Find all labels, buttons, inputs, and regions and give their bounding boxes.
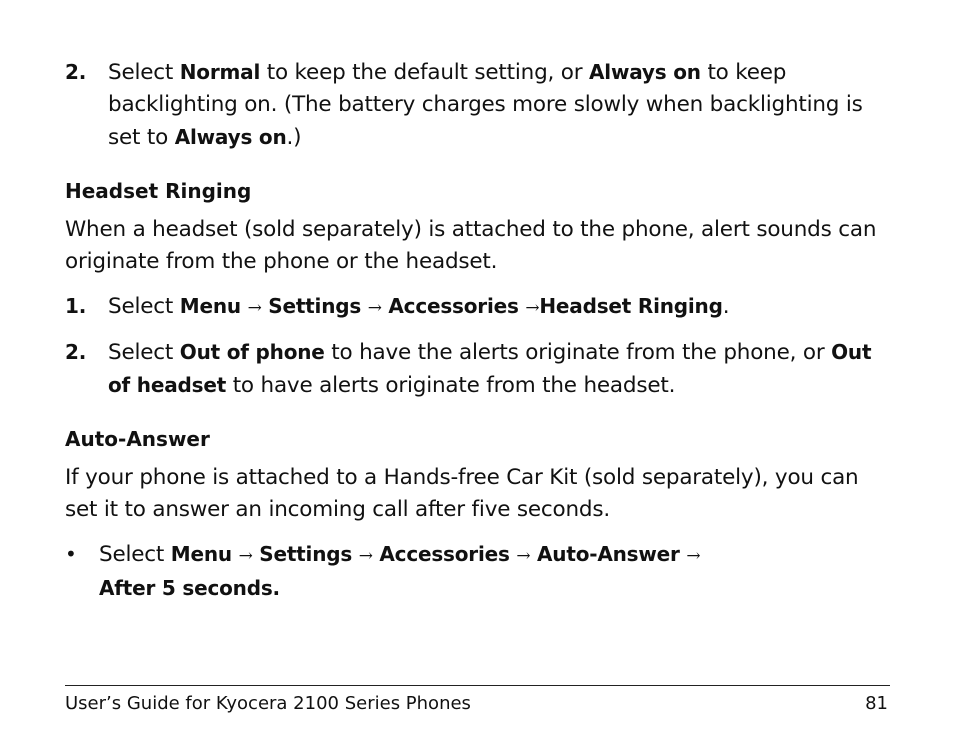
menu-item-headset-ringing: Headset Ringing <box>539 294 723 318</box>
menu-item-accessories: Accessories <box>379 542 510 566</box>
step-backlight <box>65 56 885 154</box>
bullet-icon: • <box>65 542 77 566</box>
headset-intro: When a headset (sold separately) is attached to the phone, alert sounds can originate from the phone or the headset. <box>65 217 877 274</box>
step-text: Select <box>108 340 180 365</box>
arrow-right-icon: → <box>247 298 262 318</box>
menu-item-menu: Menu <box>170 542 232 566</box>
option-out-of-phone: Out of phone <box>179 340 325 364</box>
footer-divider <box>65 685 890 686</box>
option-always-on: Always on <box>174 125 287 149</box>
footer-title: User’s Guide for Kyocera 2100 Series Phones <box>65 693 471 714</box>
step-headset-menu-path <box>65 290 885 324</box>
menu-item-settings: Settings <box>259 542 353 566</box>
step-text: Select <box>108 60 180 85</box>
menu-item-settings: Settings <box>268 294 362 318</box>
step-number: 2. <box>65 60 87 84</box>
option-normal: Normal <box>179 60 261 84</box>
arrow-right-icon: → <box>358 546 373 566</box>
menu-item-menu: Menu <box>179 294 241 318</box>
step-number: 2. <box>65 340 87 364</box>
auto-answer-intro: If your phone is attached to a Hands-free Car Kit (sold separately), you can set it to answer an incoming call after five seconds. <box>65 465 859 522</box>
step-text: . <box>722 294 730 319</box>
arrow-right-icon: → <box>686 546 701 566</box>
arrow-right-icon: → <box>367 298 382 318</box>
option-after-5-seconds: After 5 seconds. <box>99 576 280 600</box>
heading-auto-answer: Auto-Answer <box>65 427 210 451</box>
option-out-of-headset: Out of headset <box>108 340 872 397</box>
bullet-auto-answer-menu-path <box>65 538 885 605</box>
heading-headset-ringing: Headset Ringing <box>65 179 252 203</box>
option-always-on: Always on <box>589 60 701 84</box>
step-text: to have the alerts originate from the phone, or <box>324 340 832 365</box>
step-text: Select <box>99 542 171 567</box>
arrow-right-icon: → <box>516 546 531 566</box>
step-text: .) <box>286 125 302 150</box>
page-content <box>65 56 885 605</box>
step-text: to keep backlighting on. (The battery charges more slowly when backlighting is set to <box>108 60 863 150</box>
step-headset-options <box>65 336 885 402</box>
menu-item-auto-answer: Auto-Answer <box>537 542 680 566</box>
step-text: Select <box>108 294 180 319</box>
step-number: 1. <box>65 294 87 318</box>
step-text: to have alerts originate from the headset. <box>226 373 676 398</box>
menu-item-accessories: Accessories <box>388 294 519 318</box>
step-text: to keep the default setting, or <box>260 60 590 85</box>
arrow-right-icon: → <box>238 546 253 566</box>
arrow-right-icon: → <box>525 298 540 318</box>
page-number: 81 <box>865 693 888 714</box>
